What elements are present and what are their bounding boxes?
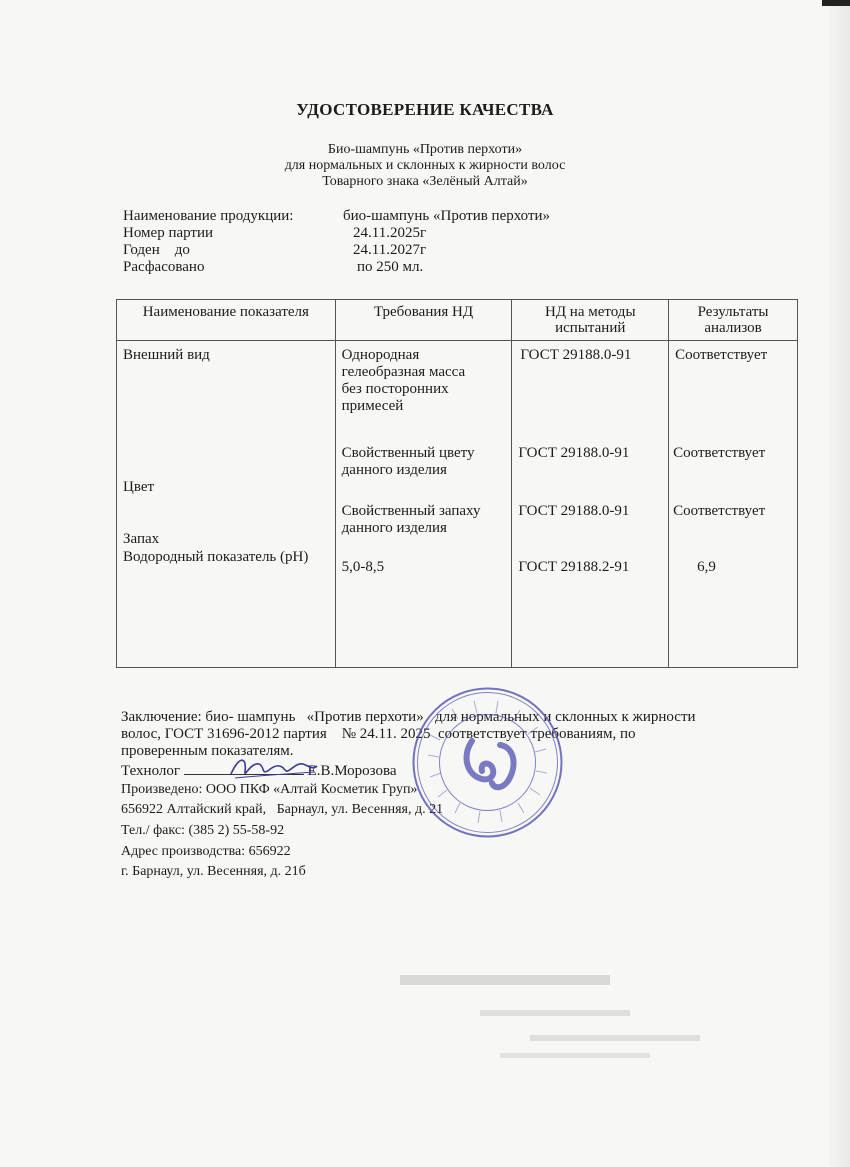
result-column	[669, 341, 798, 668]
result-appearance: Соответствует	[675, 347, 768, 363]
result-ph: 6,9	[697, 559, 716, 575]
batch-label: Номер партии	[123, 225, 214, 241]
method-color: ГОСТ 29188.0-91	[518, 445, 630, 461]
method-ph: ГОСТ 29188.2-91	[518, 559, 630, 575]
method-smell: ГОСТ 29188.0-91	[518, 503, 630, 519]
document-subtitle	[0, 142, 850, 190]
producer-line-1: Произведено: ООО ПКФ «Алтай Косметик Груп»	[121, 782, 418, 797]
batch-value: 24.11.2025г	[353, 225, 427, 241]
valid-until-label: Годен до	[123, 242, 190, 258]
batch-row	[123, 225, 643, 242]
subtitle-line-hair-type: для нормальных и склонных к жирности волос	[284, 158, 566, 173]
header-requirement: Требования НД	[335, 300, 512, 341]
method-appearance: ГОСТ 29188.0-91	[520, 347, 632, 363]
quality-table	[116, 299, 798, 668]
table-body-row	[117, 341, 798, 668]
conclusion-line-3: проверенным показателям.	[121, 743, 294, 759]
method-column	[512, 341, 669, 668]
requirement-smell: Свойственный запаху данного изделия	[341, 503, 481, 536]
valid-until-row	[123, 242, 643, 259]
conclusion-line-2: волос, ГОСТ 31696-2012 партия № 24.11. 2025 соответствует требованиям, по	[121, 726, 636, 742]
packaging-label: Расфасовано	[123, 259, 205, 275]
valid-until-value: 24.11.2027г	[353, 242, 427, 258]
requirement-column	[335, 341, 512, 668]
bleed-through-shadow	[380, 955, 710, 1075]
technologist-signature	[225, 752, 320, 784]
document-title: УДОСТОВЕРЕНИЕ КАЧЕСТВА	[296, 100, 554, 119]
technologist-name: Е.В.Морозова	[307, 763, 397, 779]
indicator-smell: Запах	[123, 531, 160, 547]
subtitle-line-product: Био-шампунь «Против перхоти»	[327, 142, 523, 157]
conclusion-line-1: Заключение: био- шампунь «Против перхоти» для нормальных и склонных к жирности	[121, 709, 696, 725]
header-method: НД на методы испытаний	[512, 300, 669, 341]
packaging-row	[123, 259, 643, 276]
product-info	[123, 208, 643, 276]
requirement-appearance: Однородная гелеобразная масса без посторонних примесей	[341, 347, 466, 414]
company-seal	[410, 685, 565, 840]
product-name-row	[123, 208, 643, 225]
header-indicator: Наименование показателя	[117, 300, 336, 341]
scan-corner-mark	[822, 0, 850, 6]
indicator-color: Цвет	[123, 479, 155, 495]
product-name-label: Наименование продукции:	[123, 208, 294, 224]
product-name-value: био-шампунь «Против перхоти»	[343, 208, 551, 224]
producer-address: г. Барнаул, ул. Весенняя, д. 21б	[121, 864, 306, 879]
subtitle-line-trademark: Товарного знака «Зелёный Алтай»	[322, 174, 528, 189]
producer-address-label: Адрес производства: 656922	[121, 844, 291, 859]
indicator-appearance: Внешний вид	[123, 347, 210, 363]
result-color: Соответствует	[673, 445, 766, 461]
requirement-color: Свойственный цвету данного изделия	[341, 445, 475, 478]
requirement-ph: 5,0-8,5	[341, 559, 385, 575]
packaging-value: по 250 мл.	[357, 259, 424, 275]
result-smell: Соответствует	[673, 503, 766, 519]
producer-phone: Тел./ факс: (385 2) 55-58-92	[121, 823, 285, 838]
table-header-row	[117, 300, 798, 341]
indicator-ph: Водородный показатель (рН)	[123, 549, 309, 565]
indicator-column	[117, 341, 336, 668]
technologist-label: Технолог	[121, 763, 181, 779]
producer-line-2: 656922 Алтайский край, Барнаул, ул. Весенняя, д. 21	[121, 802, 444, 817]
header-result: Результаты анализов	[669, 300, 798, 341]
